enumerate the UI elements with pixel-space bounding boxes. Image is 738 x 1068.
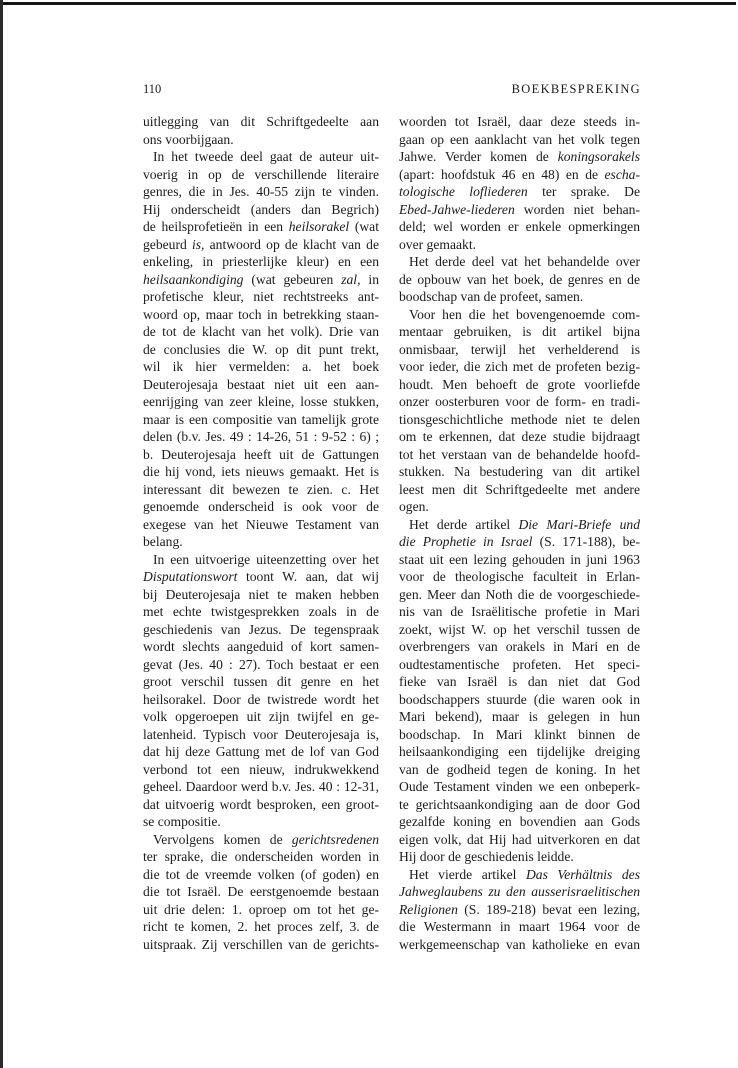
text-line: de tot de klacht van het volk). Drie van bbox=[143, 324, 379, 339]
text-line: geheel. Daardoor werd b.v. Jes. 40 : 12-31, bbox=[143, 779, 379, 794]
text-line bbox=[399, 866, 640, 884]
italic-term: Ebed-Jahwe-liederen bbox=[399, 201, 515, 217]
text-line: Hij onderscheidt (anders dan Begrich) bbox=[143, 201, 379, 217]
italic-title: Jahweglaubens zu den ausserisraelitischen bbox=[399, 884, 640, 899]
text-segment: toont W. aan, dat wij bbox=[237, 569, 379, 584]
text-line: onzer oosterburen voor de form- en tradi- bbox=[399, 394, 640, 409]
text-line: de conclusies die W. op dit punt trekt, bbox=[143, 341, 379, 357]
left-column bbox=[143, 113, 379, 953]
text-line: dat hij deze Gattung met de lof van God bbox=[143, 744, 379, 759]
text-line: gevat (Jes. 40 : 27). Toch bestaat er een bbox=[143, 656, 379, 672]
text-line bbox=[399, 883, 640, 901]
text-line: enkeling, in priesterlijke kleur) en een bbox=[143, 254, 379, 269]
text-line: fieke van Israël is dan niet dat God bbox=[399, 674, 640, 689]
scan-edge-top bbox=[0, 2, 736, 5]
text-line bbox=[143, 831, 379, 849]
text-line: verbond tot een nieuw, indrukwekkend bbox=[143, 761, 379, 777]
text-segment: in bbox=[360, 271, 379, 287]
text-line: se compositie. bbox=[143, 814, 221, 829]
text-line: overbrengers van orakels in Mari en de bbox=[399, 639, 640, 654]
text-line: boodschap. In Mari klinkt binnen de bbox=[399, 726, 640, 742]
text-segment: worden niet behan- bbox=[514, 201, 640, 217]
text-line: voor ieder, die zich met de profeten bezig- bbox=[399, 359, 640, 374]
text-segment: (apart: hoofdstuk 46 en 48) en de bbox=[399, 166, 605, 182]
text-line: delen (b.v. Jes. 49 : 14-26, 51 : 9-52 : 6) ; bbox=[143, 429, 379, 444]
italic-term: Disputationswort bbox=[143, 569, 238, 584]
text-line: geschiedenis van Jezus. De tegenspraak bbox=[143, 621, 379, 637]
text-line: van de godheid tegen de koning. In het bbox=[399, 761, 640, 777]
text-line bbox=[143, 218, 379, 236]
text-line: voerig in op de verschillende literaire bbox=[143, 166, 379, 182]
text-line: interessant dit bewezen te zien. c. Het bbox=[143, 481, 379, 497]
text-line: Voor hen die het bovengenoemde com- bbox=[409, 306, 640, 322]
text-line bbox=[143, 236, 379, 254]
text-line: eenrijging van zeer kleine, losse stukken, bbox=[143, 394, 379, 409]
running-head: BOEKBESPREKING bbox=[511, 82, 641, 96]
text-line: In het tweede deel gaat de auteur uit- bbox=[153, 149, 379, 164]
text-line: de opbouw van het boek, de genres en de bbox=[399, 271, 640, 287]
text-line: profetische kleur, niet rechtstreeks ant- bbox=[143, 289, 379, 304]
text-line: belang. bbox=[143, 534, 183, 549]
text-line: heilsorakel. Door de twistrede wordt het bbox=[143, 691, 379, 707]
text-segment: (wat gebeuren bbox=[243, 271, 342, 287]
text-segment: (S. 171-188), be- bbox=[532, 534, 640, 549]
text-line: oudtestamentische profeten. Het speci- bbox=[399, 656, 640, 672]
text-line: wordt slechts aangeduid of kort samen- bbox=[143, 639, 379, 654]
text-line: maar is een compositie van tamelijk grote bbox=[143, 411, 379, 427]
text-line bbox=[399, 516, 640, 534]
text-line: Mari bekend), maar is gelegen in hun bbox=[399, 709, 640, 724]
text-line: woorden tot Israël, daar deze steeds in- bbox=[399, 114, 640, 129]
text-line: ter sprake, die onderscheiden worden in bbox=[143, 849, 379, 864]
text-line: woord op, maar toch in betrekking staan- bbox=[143, 306, 379, 322]
text-line: over gemaakt. bbox=[399, 236, 476, 252]
text-segment: (S. 189-218) bevat een lezing, bbox=[457, 901, 640, 917]
text-line: gezalfde koning en bovendien aan Gods bbox=[399, 814, 640, 829]
text-line: ons voorbijgaan. bbox=[143, 131, 234, 147]
text-line: In een uitvoerige uiteenzetting over het bbox=[153, 551, 379, 567]
text-line: groot verschil tussen dit genre en het bbox=[143, 674, 379, 689]
text-line: om te erkennen, dat deze studie bijdraagt bbox=[399, 429, 640, 444]
text-line: die hij vond, iets nieuws gemaakt. Het is bbox=[143, 464, 379, 479]
text-line: Oude Testament vinden we een onbeperk- bbox=[399, 779, 640, 794]
text-segment: (wat bbox=[349, 219, 379, 234]
italic-title: Die Mari-Briefe und bbox=[518, 516, 641, 532]
text-segment: gebeurd bbox=[143, 236, 192, 252]
text-line bbox=[399, 166, 640, 184]
text-line: die Westermann in maart 1964 voor de bbox=[399, 919, 640, 934]
text-line: Het derde deel vat het behandelde over bbox=[409, 254, 640, 269]
italic-term: gerichtsredenen bbox=[291, 831, 379, 847]
text-line: gen. Meer dan Noth die de voorgeschiede- bbox=[399, 586, 640, 602]
italic-term: koningsorakels bbox=[557, 149, 640, 164]
italic-term: tologische lofliederen bbox=[399, 184, 528, 199]
text-line: die tot Israël. De eerstgenoemde bestaan bbox=[143, 884, 379, 899]
scan-edge-left bbox=[0, 0, 3, 1068]
text-line: latenheid. Typisch voor Deuterojesaja is, bbox=[143, 726, 379, 742]
text-line bbox=[399, 148, 640, 166]
text-line: boodschap van de profeet, samen. bbox=[399, 289, 584, 304]
text-line: wil ik hier vermelden: a. het boek bbox=[143, 359, 379, 374]
text-line: genres, die in Jes. 40-55 zijn te vinden. bbox=[143, 184, 379, 199]
text-line: nis van de Israëlitische profetie in Mari bbox=[399, 604, 640, 619]
text-line: voor de theologische faculteit in Erlan- bbox=[399, 569, 640, 584]
text-line: te gerichtsaankondiging aan de door God bbox=[399, 796, 640, 812]
text-segment: Vervolgens komen de bbox=[153, 831, 292, 847]
text-segment: Jahwe. Verder komen de bbox=[399, 149, 558, 164]
text-line: stukken. Na bestudering van dit artikel bbox=[399, 464, 640, 479]
text-line: Deuterojesaja bestaat niet uit een aan- bbox=[143, 376, 379, 392]
italic-title: Religionen bbox=[399, 901, 458, 917]
text-segment: ter sprake. De bbox=[527, 184, 640, 199]
text-segment: Het vierde artikel bbox=[409, 866, 526, 882]
text-segment: Het derde artikel bbox=[409, 516, 519, 532]
text-line: deld; wel worden er enkele opmerkingen bbox=[399, 219, 640, 234]
text-line: tionsgeschichtliche methode niet te delen bbox=[399, 411, 640, 427]
text-line: zoekt, wijst W. op het verschil tussen de bbox=[399, 621, 640, 637]
text-line bbox=[399, 183, 640, 201]
text-line: uitspraak. Zij verschillen van de gerichts- bbox=[143, 936, 379, 952]
text-line: die tot de vreemde volken (of goden) en bbox=[143, 866, 379, 882]
text-line: houdt. Men behoeft de grote voorliefde bbox=[399, 376, 640, 392]
text-line: werkgemeenschap van katholieke en evan bbox=[399, 936, 640, 952]
text-line: met echte twistgesprekken zoals in de bbox=[143, 604, 379, 619]
text-line: heilsaankondiging een tijdelijke dreiging bbox=[399, 744, 640, 759]
italic-term: heilsorakel bbox=[288, 219, 350, 234]
text-line: uitlegging van dit Schriftgedeelte aan bbox=[143, 114, 379, 129]
italic-term: escha- bbox=[604, 166, 640, 182]
text-line: genoemde onderscheid is ook voor de bbox=[143, 499, 379, 514]
text-line bbox=[143, 271, 379, 289]
page-number: 110 bbox=[143, 82, 162, 96]
text-line bbox=[399, 533, 640, 551]
italic-term: is, bbox=[191, 236, 205, 252]
text-line: Hij door de geschiedenis leidde. bbox=[399, 849, 574, 864]
italic-term: zal, bbox=[341, 271, 361, 287]
text-line: uit drie delen: 1. oproep om tot het ge- bbox=[143, 901, 379, 917]
text-line bbox=[399, 201, 640, 219]
text-line: tot het verstaan van de behandelde hoofd- bbox=[399, 446, 640, 462]
text-line bbox=[143, 568, 379, 586]
italic-title: Das Verhältnis des bbox=[525, 866, 640, 882]
text-line: onmisbaar, terwijl het verhelderend is bbox=[399, 341, 640, 357]
text-line: leest men dit Schriftgedeelte met andere bbox=[399, 481, 640, 497]
text-line: staat uit een lezing gehouden in juni 1963 bbox=[399, 551, 640, 567]
text-line: exegese van het Nieuwe Testament van bbox=[143, 516, 379, 532]
italic-term: heilsaankondiging bbox=[143, 271, 244, 287]
text-line: ogen. bbox=[399, 499, 429, 514]
text-line: gaan op een aanklacht van het volk tegen bbox=[399, 131, 640, 147]
text-line: dat uitvoerig wordt besproken, een groot- bbox=[143, 796, 379, 812]
text-line: richt te komen, 2. het proces zelf, 3. de bbox=[143, 919, 379, 934]
text-line: bij Deuterojesaja niet te maken hebben bbox=[143, 586, 379, 602]
text-segment: de heilsprofetieën in een bbox=[143, 219, 289, 234]
text-line: volk opgeroepen uit zijn twijfel en ge- bbox=[143, 709, 379, 724]
text-line: boodschappers stuurde (die waren ook in bbox=[399, 691, 640, 707]
text-line: mentaar gebruiken, is dit artikel bijna bbox=[399, 324, 640, 339]
italic-title: die Prophetie in Israel bbox=[399, 534, 533, 549]
text-line: eigen volk, dat Hij had uitverkoren en dat bbox=[399, 831, 640, 847]
text-line bbox=[399, 901, 640, 919]
text-segment: antwoord op de klacht van de bbox=[204, 236, 379, 252]
right-column bbox=[399, 113, 640, 953]
text-line: b. Deuterojesaja heeft uit de Gattungen bbox=[143, 446, 379, 462]
